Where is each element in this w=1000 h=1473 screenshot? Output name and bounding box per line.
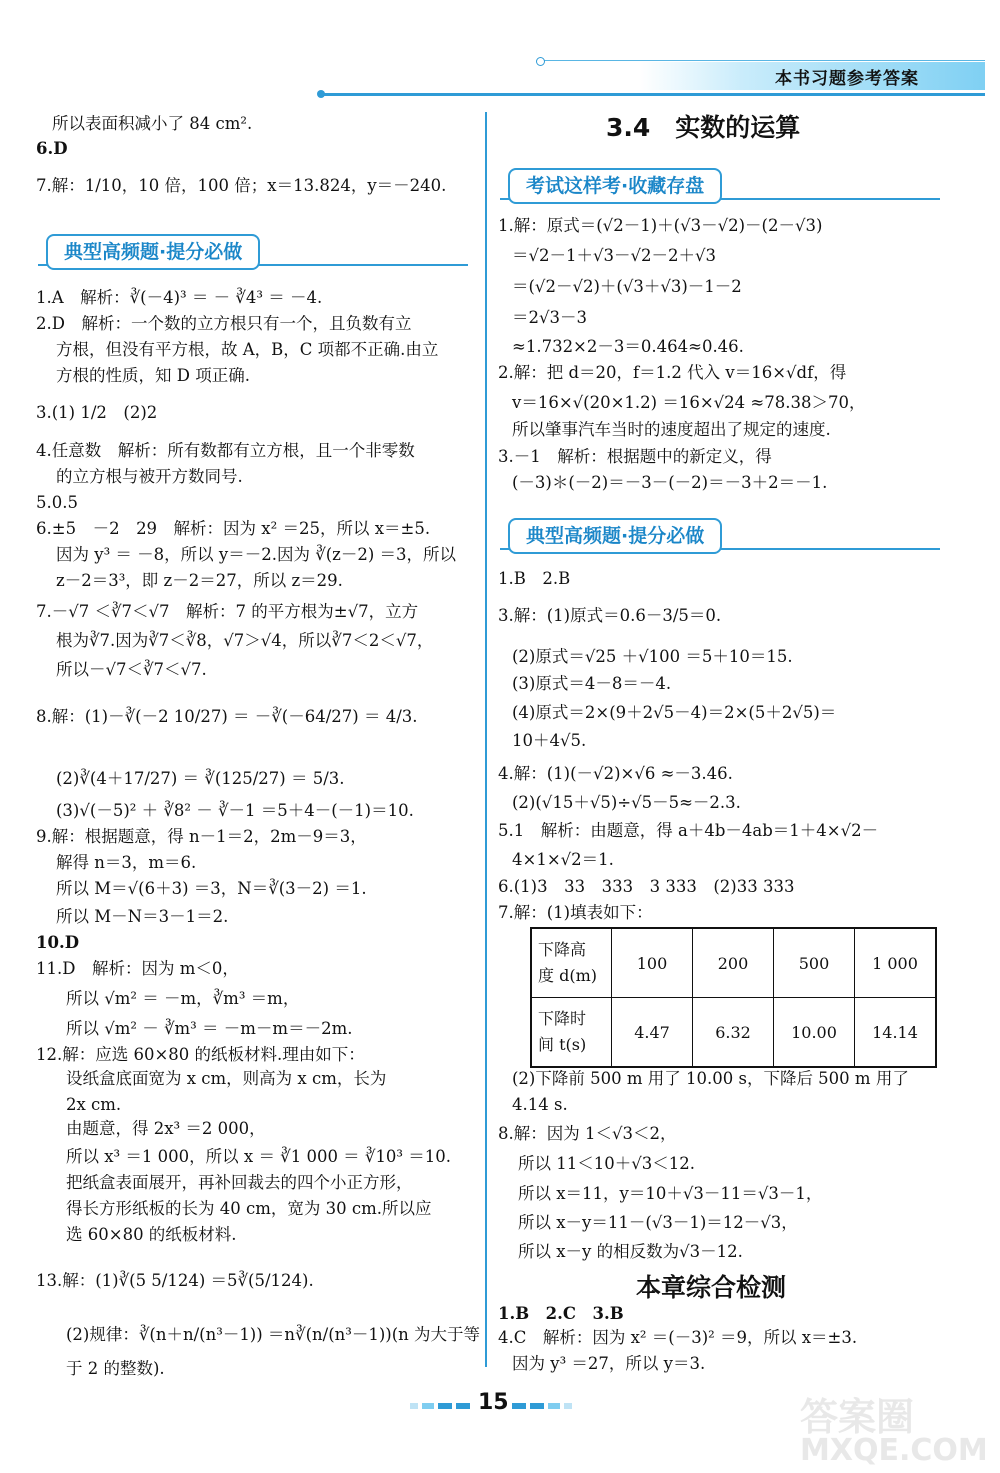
chapter-title: 本章综合检测 (636, 1273, 787, 1302)
text-line: 1.A 解析：∛(－4)³ ＝ － ∛4³ ＝ －4. (36, 288, 323, 307)
text-line: 解得 n＝3，m＝6. (56, 853, 197, 872)
table-cell: 6.32 (693, 998, 774, 1068)
text-line: (2)∛(4＋17/27) ＝ ∛(125/27) ＝ 5/3. (56, 769, 345, 788)
text-line: ＝2√3－3 (512, 308, 588, 327)
text-line: 根为∛7.因为∛7＜∛8，√7＞√4，所以∛7＜2＜√7， (56, 631, 434, 650)
text-line: 3.(1) 1/2 (2)2 (36, 403, 158, 422)
table-cell: 4.47 (612, 998, 693, 1068)
text-line: (3)原式＝4－8＝－4. (512, 674, 672, 693)
table-cell: 100 (612, 928, 693, 998)
text-line: 的立方根与被开方数同号. (56, 467, 243, 486)
text-line: ≈1.732×2－3＝0.464≈0.46. (512, 337, 744, 356)
header-dot-solid-icon (317, 90, 325, 98)
table-row-header: 下降高 度 d(m) (531, 928, 612, 998)
text-line: 所以－√7＜∛7＜√7. (56, 660, 207, 679)
text-line: 所以 √m² ＝ －m，∛m³ ＝m， (66, 989, 300, 1008)
text-line: 所以 √m² － ∛m³ ＝ －m－m＝－2m. (66, 1019, 353, 1038)
text-line: 所以肇事汽车当时的速度超出了规定的速度. (512, 420, 831, 439)
text-line: ＝√2－1＋√3－√2－2＋√3 (512, 246, 717, 265)
text-line: z－2＝3³，即 z－2＝27，所以 z＝29. (56, 571, 343, 590)
text-line: 7.解：1/10，10 倍，100 倍；x＝13.824，y＝－240. (36, 176, 447, 195)
text-line: 5.0.5 (36, 493, 78, 512)
section-banner (500, 168, 940, 202)
text-line: 10＋4√5. (512, 731, 587, 750)
text-line: 2x cm. (66, 1095, 122, 1114)
table-cell: 14.14 (855, 998, 937, 1068)
text-line: 2.解：把 d＝20，f＝1.2 代入 v＝16×√df，得 (498, 363, 847, 382)
text-line: 方根，但没有平方根，故 A，B，C 项都不正确.由立 (56, 340, 439, 359)
text-line: 6.±5 －2 29 解析：因为 x² ＝25，所以 x＝±5. (36, 519, 431, 538)
text-line: 12.解：应选 60×80 的纸板材料.理由如下： (36, 1045, 365, 1064)
table-cell: 500 (774, 928, 855, 998)
text-line: 方根的性质，知 D 项正确. (56, 366, 250, 385)
text-line: 选 60×80 的纸板材料. (66, 1225, 237, 1244)
table-row-header: 下降时 间 t(s) (531, 998, 612, 1068)
text-line: 8.解：(1)－∛(－2 10/27) ＝ －∛(－64/27) ＝ 4/3. (36, 707, 418, 726)
text-line: 7.－√7 ＜∛7＜√7 解析：7 的平方根为±√7，立方 (36, 602, 419, 621)
text-line: (2)规律：∛(n＋n/(n³－1)) ＝n∛(n/(n³－1))(n 为大于等 (66, 1325, 481, 1344)
text-line: 所以 11＜10＋√3＜12. (518, 1154, 695, 1173)
text-line: 1.B 2.C 3.B (498, 1304, 624, 1323)
text-line: 6.D (36, 139, 68, 158)
text-line: 所以 M＝√(6＋3) ＝3，N＝∛(3－2) ＝1. (56, 879, 367, 898)
text-line: 11.D 解析：因为 m＜0， (36, 959, 239, 978)
text-line: 5.1 解析：由题意，得 a＋4b－4ab＝1＋4×√2－ (498, 821, 879, 840)
text-line: (3)√(－5)² ＋ ∛8² － ∛－1 ＝5＋4－(－1)＝10. (56, 801, 414, 820)
text-line: 4.14 s. (512, 1095, 568, 1114)
text-line: 所以 x－y 的相反数为√3－12. (518, 1242, 743, 1261)
text-line: 4×1×√2＝1. (512, 850, 614, 869)
text-line: 所以 x＝11，y＝10＋√3－11＝√3－1， (518, 1184, 823, 1203)
header-rule-thin (540, 60, 985, 61)
text-line: v＝16×√(20×1.2) ＝16×√24 ≈78.38＞70， (512, 393, 866, 412)
banner-label: 典型高频题·提分必做 (508, 518, 722, 554)
column-divider (485, 112, 487, 1367)
section-banner (500, 518, 940, 552)
text-line: 于 2 的整数). (66, 1359, 165, 1378)
text-line: 4.任意数 解析：所有数都有立方根，且一个非零数 (36, 441, 415, 460)
section-banner (38, 234, 468, 268)
table-cell: 1 000 (855, 928, 937, 998)
section-title: 3.4 实数的运算 (606, 113, 801, 142)
text-line: 把纸盒表面展开，再补回裁去的四个小正方形， (66, 1173, 413, 1192)
data-table (530, 927, 937, 1068)
text-line: 6.(1)3 33 333 3 333 (2)33 333 (498, 877, 795, 896)
text-line: 由题意，得 2x³ ＝2 000， (66, 1119, 266, 1138)
text-line: 得长方形纸板的长为 40 cm，宽为 30 cm.所以应 (66, 1199, 432, 1218)
header-rule (320, 93, 985, 96)
page-deco-left-icon (410, 1402, 472, 1410)
watermark: 答案圈 MXQE.COM (800, 1395, 988, 1468)
text-line: 所以表面积减小了 84 cm². (52, 114, 253, 133)
text-line: (2)原式＝√25 ＋√100 ＝5＋10＝15. (512, 647, 793, 666)
text-line: 13.解：(1)∛(5 5/124) ＝5∛(5/124). (36, 1271, 314, 1290)
banner-label: 考试这样考·收藏存盘 (508, 168, 722, 204)
header-dot-icon (536, 57, 545, 66)
text-line: 8.解：因为 1＜√3＜2， (498, 1124, 677, 1143)
text-line: 1.B 2.B (498, 569, 571, 588)
text-line: (2)下降前 500 m 用了 10.00 s，下降后 500 m 用了 (512, 1069, 909, 1088)
text-line: (－3)＊(－2)＝－3－(－2)＝－3＋2＝－1. (512, 473, 828, 492)
text-line: 7.解：(1)填表如下： (498, 903, 653, 922)
text-line: 所以 M－N＝3－1＝2. (56, 907, 229, 926)
text-line: 1.解：原式＝(√2－1)＋(√3－√2)－(2－√3) (498, 216, 823, 235)
text-line: 设纸盒底面宽为 x cm，则高为 x cm，长为 (66, 1069, 387, 1088)
header-title: 本书习题参考答案 (775, 69, 919, 89)
text-line: 3.解：(1)原式＝0.6－3/5＝0. (498, 606, 722, 625)
text-line: 所以 x－y＝11－(√3－1)＝12－√3， (518, 1213, 798, 1232)
page-deco-right-icon (512, 1402, 574, 1410)
table-cell: 200 (693, 928, 774, 998)
text-line: ＝(√2－√2)＋(√3＋√3)－1－2 (512, 277, 742, 296)
table-row (531, 998, 936, 1068)
table-row (531, 928, 936, 998)
text-line: 9.解：根据题意，得 n－1＝2，2m－9＝3， (36, 827, 367, 846)
text-line: 4.C 解析：因为 x² ＝(－3)² ＝9，所以 x＝±3. (498, 1328, 858, 1347)
text-line: 2.D 解析：一个数的立方根只有一个，且负数有立 (36, 314, 412, 333)
text-line: 4.解：(1)(－√2)×√6 ≈－3.46. (498, 764, 733, 783)
text-line: (4)原式＝2×(9＋2√5－4)＝2×(5＋2√5)＝ (512, 703, 837, 722)
text-line: 因为 y³ ＝27，所以 y＝3. (512, 1354, 706, 1373)
text-line: 因为 y³ ＝ －8，所以 y＝－2.因为 ∛(z－2) ＝3，所以 (56, 545, 457, 564)
banner-label: 典型高频题·提分必做 (46, 234, 260, 270)
text-line: 所以 x³ ＝1 000，所以 x ＝ ∛1 000 ＝ ∛10³ ＝10. (66, 1147, 452, 1166)
text-line: 3.－1 解析：根据题中的新定义，得 (498, 447, 772, 466)
table-cell: 10.00 (774, 998, 855, 1068)
text-line: (2)(√15＋√5)÷√5－5≈－2.3. (512, 793, 741, 812)
text-line: 10.D (36, 933, 80, 952)
page-number: 15 (478, 1390, 509, 1415)
